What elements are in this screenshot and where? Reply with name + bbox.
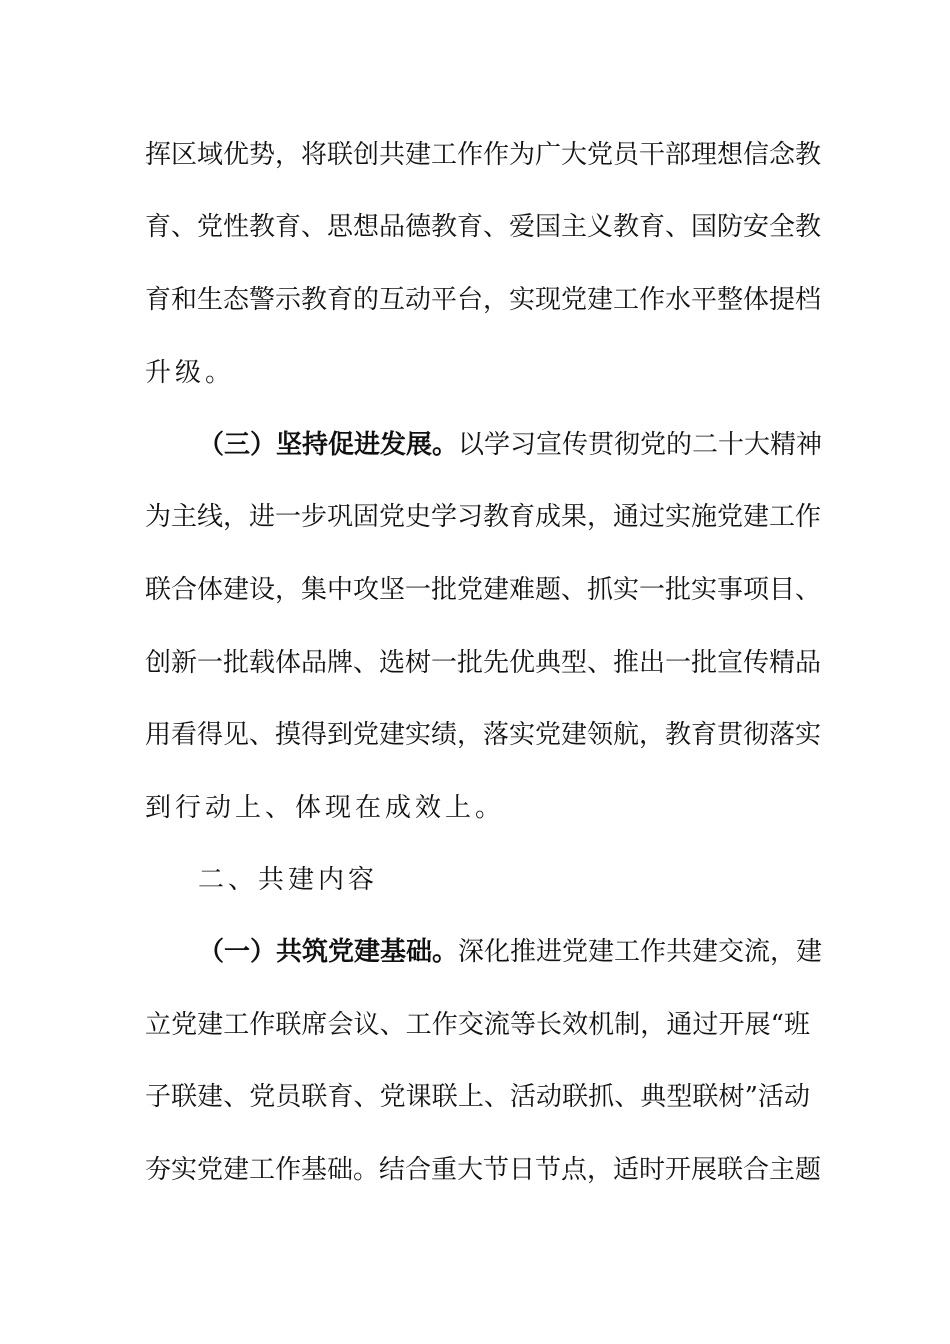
paragraph-line: 为主线，进一步巩固党史学习教育成果，通过实施党建工作 bbox=[145, 502, 822, 532]
paragraph-line: 到行动上、体现在成效上。 bbox=[145, 793, 506, 823]
paragraph-first-line bbox=[198, 425, 823, 465]
paragraph-text: 以学习宣传贯彻党的二十大精神 bbox=[458, 430, 823, 460]
paragraph-line: 挥区域优势，将联创共建工作作为广大党员干部理想信念教 bbox=[145, 140, 822, 170]
paragraph-line: 创新一批载体品牌、选树一批先优典型、推出一批宣传精品 bbox=[145, 648, 822, 678]
paragraph-heading: （一）共筑党建基础。 bbox=[198, 937, 459, 967]
paragraph-line: 用看得见、摸得到党建实绩，落实党建领航，教育贯彻落实 bbox=[145, 720, 822, 750]
paragraph-text: 深化推进党建工作共建交流，建 bbox=[458, 937, 823, 967]
paragraph-line: 升级。 bbox=[145, 358, 236, 388]
paragraph-line: 子联建、党员联育、党课联上、活动联抓、典型联树”活动 bbox=[145, 1082, 810, 1112]
paragraph-line: 育、党性教育、思想品德教育、爱国主义教育、国防安全教 bbox=[145, 212, 822, 242]
paragraph-line: 夯实党建工作基础。结合重大节日节点，适时开展联合主题 bbox=[145, 1155, 822, 1185]
paragraph-line: 联合体建设，集中攻坚一批党建难题、抓实一批实事项目、 bbox=[145, 575, 822, 605]
section-heading: 二、共建内容 bbox=[198, 865, 379, 895]
paragraph-line: 育和生态警示教育的互动平台，实现党建工作水平整体提档 bbox=[145, 285, 822, 315]
paragraph-first-line bbox=[198, 932, 823, 972]
paragraph-heading: （三）坚持促进发展。 bbox=[198, 430, 459, 460]
paragraph-line: 立党建工作联席会议、工作交流等长效机制，通过开展“班 bbox=[145, 1010, 810, 1040]
